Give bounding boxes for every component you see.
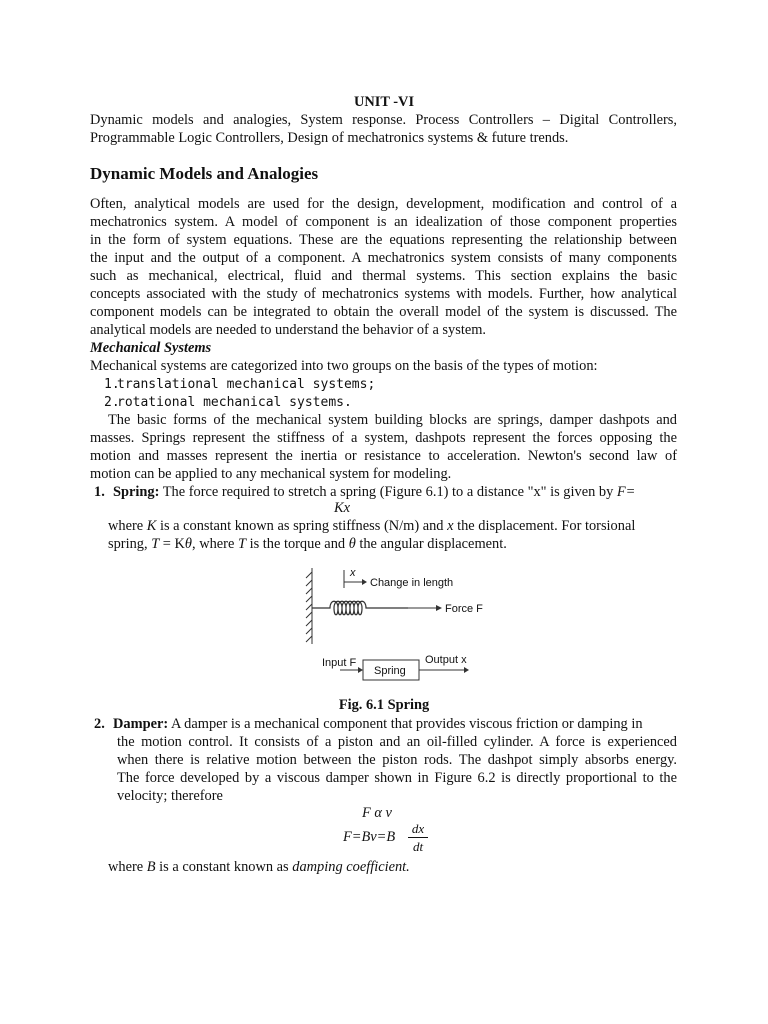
text-run: where	[108, 859, 147, 875]
figure-caption: Fig. 6.1 Spring	[338, 697, 430, 713]
term-label: Damper:	[113, 716, 169, 732]
paragraph-line: in the form of system equations. These are the equations representing the relationship between	[90, 232, 677, 248]
term-label: Spring:	[113, 484, 160, 500]
proportional-equation: F α v	[362, 805, 392, 821]
symbol: K	[146, 518, 157, 534]
item-number: 1.	[94, 484, 105, 500]
list-item: rotational mechanical systems.	[117, 395, 352, 410]
text-run: , where	[192, 536, 238, 552]
definition-text: A damper is a mechanical component that provides viscous friction or damping in	[170, 716, 643, 732]
list-number: 1.	[104, 377, 120, 392]
text-run: the angular displacement.	[355, 536, 507, 552]
arrowhead	[464, 667, 469, 673]
item-number: 2.	[94, 716, 105, 732]
paragraph-line: analytical models are needed to understand the behavior of a system.	[90, 322, 487, 338]
arrowhead	[436, 605, 442, 611]
equation-fragment: Kx	[334, 500, 350, 516]
paragraph-line: masses. Springs represent the stiffness of a system, dashpots represent the forces opposing the	[90, 430, 677, 446]
spring-coil	[312, 601, 408, 615]
unit-title: UNIT -VI	[353, 94, 415, 110]
damper-line: when there is relative motion between the piston rods. The dashpot simply absorbs energy.	[117, 752, 677, 768]
arrowhead	[362, 579, 367, 585]
symbol: θ	[348, 536, 356, 552]
paragraph-line: motion and masses represent the inertia or resistance to acceleration. Newton's second law of	[90, 448, 677, 464]
damper-where-line	[108, 859, 410, 877]
arrowhead	[358, 667, 363, 673]
text-run: is a constant known as	[155, 859, 293, 875]
symbol: T	[237, 536, 246, 552]
intro-line: Mechanical systems are categorized into two groups on the basis of the types of motion:	[90, 358, 598, 374]
paragraph-line: mechatronics system. A model of component is an idealization of those component properties	[90, 214, 677, 230]
spring-where-line	[108, 518, 635, 536]
derivative-numerator: dx	[411, 821, 425, 836]
list-item: translational mechanical systems;	[117, 377, 376, 392]
paragraph-line: component models can be integrated to obtain the overall model of the system is discussed. The	[90, 304, 677, 320]
paragraph-line: the input and the output of a component. A mechatronics system consists of many components	[90, 250, 677, 266]
symbol: θ	[184, 536, 192, 552]
definition-text: The force required to stretch a spring (Figure 6.1) to a distance "x" is given by	[162, 484, 614, 500]
x-label: x	[350, 567, 356, 579]
section-heading: Dynamic Models and Analogies	[90, 164, 319, 183]
damping-equation: F=Bv=B	[343, 829, 396, 845]
paragraph-line: motion can be applied to any mechanical system for modeling.	[90, 466, 452, 482]
text-run: = K	[159, 536, 185, 552]
spring-where-line	[108, 536, 507, 554]
syllabus-line: Programmable Logic Controllers, Design of mechatronics systems & future trends.	[90, 130, 569, 146]
wall-hatch	[306, 568, 312, 644]
symbol: T	[151, 536, 160, 552]
spring-definition	[113, 484, 635, 502]
syllabus-line: Dynamic models and analogies, System response. Process Controllers – Digital Controllers,	[90, 112, 677, 128]
subheading: Mechanical Systems	[90, 340, 212, 356]
change-in-length-label: Change in length	[370, 577, 454, 589]
damper-line	[113, 716, 643, 734]
text-run: the displacement. For torsional	[453, 518, 636, 534]
damper-line: the motion control. It consists of a piston and an oil-filled cylinder. A force is experienced	[117, 734, 677, 750]
fraction-bar	[408, 837, 428, 838]
derivative-denominator: dt	[412, 839, 424, 854]
text-run: is the torque and	[245, 536, 349, 552]
paragraph-line: The basic forms of the mechanical system building blocks are springs, damper dashpots and	[108, 412, 677, 428]
spring-block-label: Spring	[374, 665, 406, 677]
spring-figure	[300, 566, 490, 686]
term: damping coefficient.	[292, 859, 410, 875]
damper-line: The force developed by a viscous damper shown in Figure 6.2 is directly proportional to the	[117, 770, 677, 786]
paragraph-line: Often, analytical models are used for the design, development, modification and control of a	[90, 196, 677, 212]
list-number: 2.	[104, 395, 120, 410]
paragraph-line: concepts associated with the study of mechatronics systems with models. Further, how analytical	[90, 286, 677, 302]
symbol: B	[146, 859, 156, 875]
output-label: Output x	[425, 654, 467, 666]
input-label: Input F	[322, 657, 357, 669]
text-run: spring,	[108, 536, 152, 552]
text-run: where	[108, 518, 147, 534]
text-run: is a constant known as spring stiffness (N/m) and	[156, 518, 448, 534]
equation-fragment: F=	[616, 484, 636, 500]
damper-line: velocity; therefore	[117, 788, 223, 804]
symbol: x	[447, 518, 454, 534]
paragraph-line: such as mechanical, electrical, fluid and thermal systems. This section explains the basic	[90, 268, 677, 284]
force-label: Force F	[445, 603, 483, 615]
